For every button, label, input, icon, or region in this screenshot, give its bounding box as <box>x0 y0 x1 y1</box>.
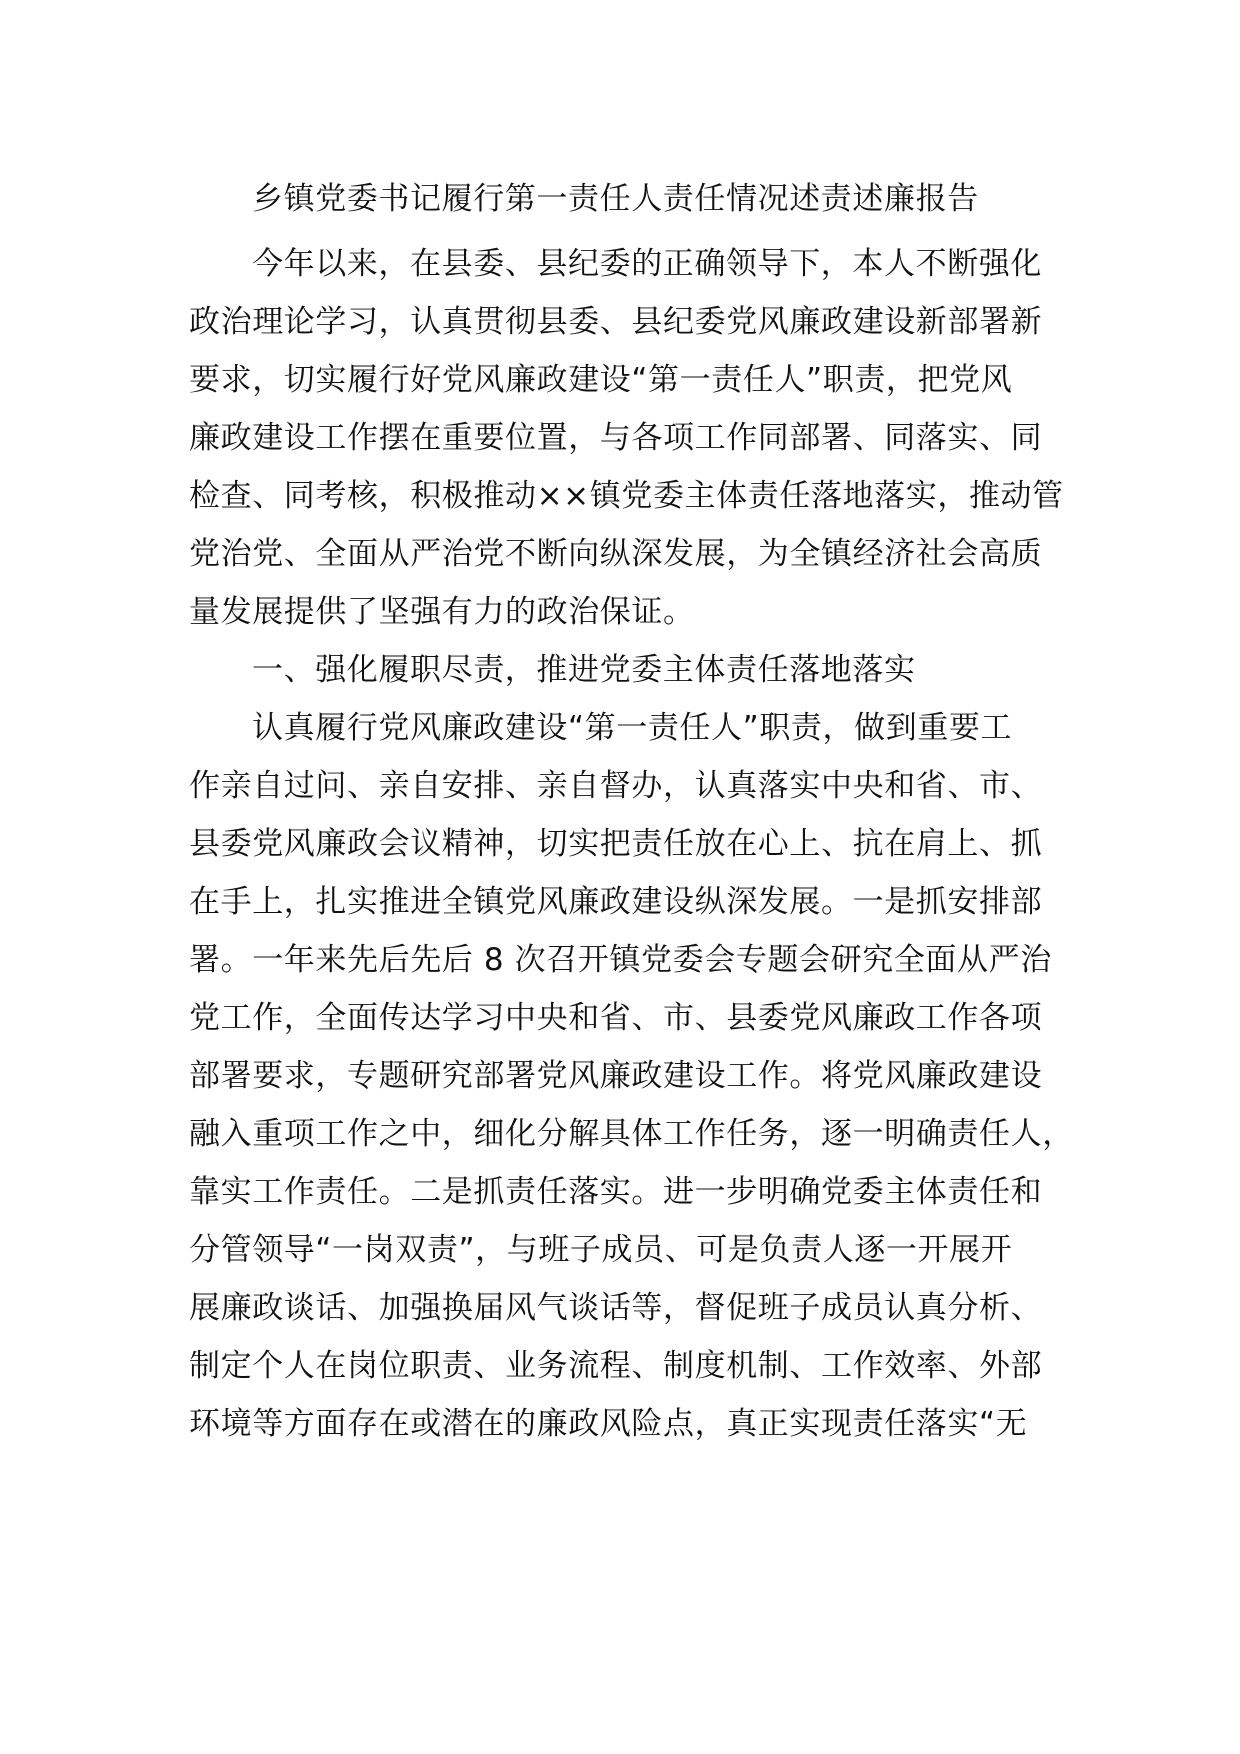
paragraph-line: 制定个人在岗位职责、业务流程、制度机制、工作效率、外部 <box>189 1348 1043 1384</box>
paragraph-line: 在手上，扎实推进全镇党风廉政建设纵深发展。一是抓安排部 <box>189 884 1043 920</box>
paragraph-line: 今年以来，在县委、县纪委的正确领导下，本人不断强化 <box>252 246 1042 282</box>
paragraph-line: 部署要求，专题研究部署党风廉政建设工作。将党风廉政建设 <box>189 1058 1043 1094</box>
paragraph-line: 分管领导“一岗双责”，与班子成员、可是负责人逐一开展开 <box>189 1232 1013 1268</box>
paragraph-line: 政治理论学习，认真贯彻县委、县纪委党风廉政建设新部署新 <box>189 304 1043 340</box>
paragraph-line: 环境等方面存在或潜在的廉政风险点，真正实现责任落实“无 <box>189 1406 1028 1442</box>
paragraph-line: 认真履行党风廉政建设“第一责任人”职责，做到重要工 <box>252 710 1013 746</box>
paragraph-line: 党治党、全面从严治党不断向纵深发展，为全镇经济社会高质 <box>189 536 1043 572</box>
paragraph-line: 量发展提供了坚强有力的政治保证。 <box>189 594 695 630</box>
document-title: 乡镇党委书记履行第一责任人责任情况述责述廉报告 <box>252 181 979 217</box>
paragraph-line: 要求，切实履行好党风廉政建设“第一责任人”职责，把党风 <box>189 362 1013 398</box>
paragraph-line: 检查、同考核，积极推动××镇党委主体责任落地落实，推动管 <box>189 478 1064 514</box>
paragraph-line: 署。一年来先后先后 8 次召开镇党委会专题会研究全面从严治 <box>189 942 1052 978</box>
paragraph-line: 靠实工作责任。二是抓责任落实。进一步明确党委主体责任和 <box>189 1174 1043 1210</box>
paragraph-line: 廉政建设工作摆在重要位置，与各项工作同部署、同落实、同 <box>189 420 1043 456</box>
paragraph-line: 县委党风廉政会议精神，切实把责任放在心上、抗在肩上、抓 <box>189 826 1043 862</box>
section-heading: 一、强化履职尽责，推进党委主体责任落地落实 <box>252 652 916 688</box>
paragraph-line: 作亲自过问、亲自安排、亲自督办，认真落实中央和省、市、 <box>189 768 1043 804</box>
paragraph-line: 展廉政谈话、加强换届风气谈话等，督促班子成员认真分析、 <box>189 1290 1043 1326</box>
paragraph-line: 融入重项工作之中，细化分解具体工作任务，逐一明确责任人， <box>189 1116 1074 1152</box>
paragraph-line: 党工作，全面传达学习中央和省、市、县委党风廉政工作各项 <box>189 1000 1043 1036</box>
